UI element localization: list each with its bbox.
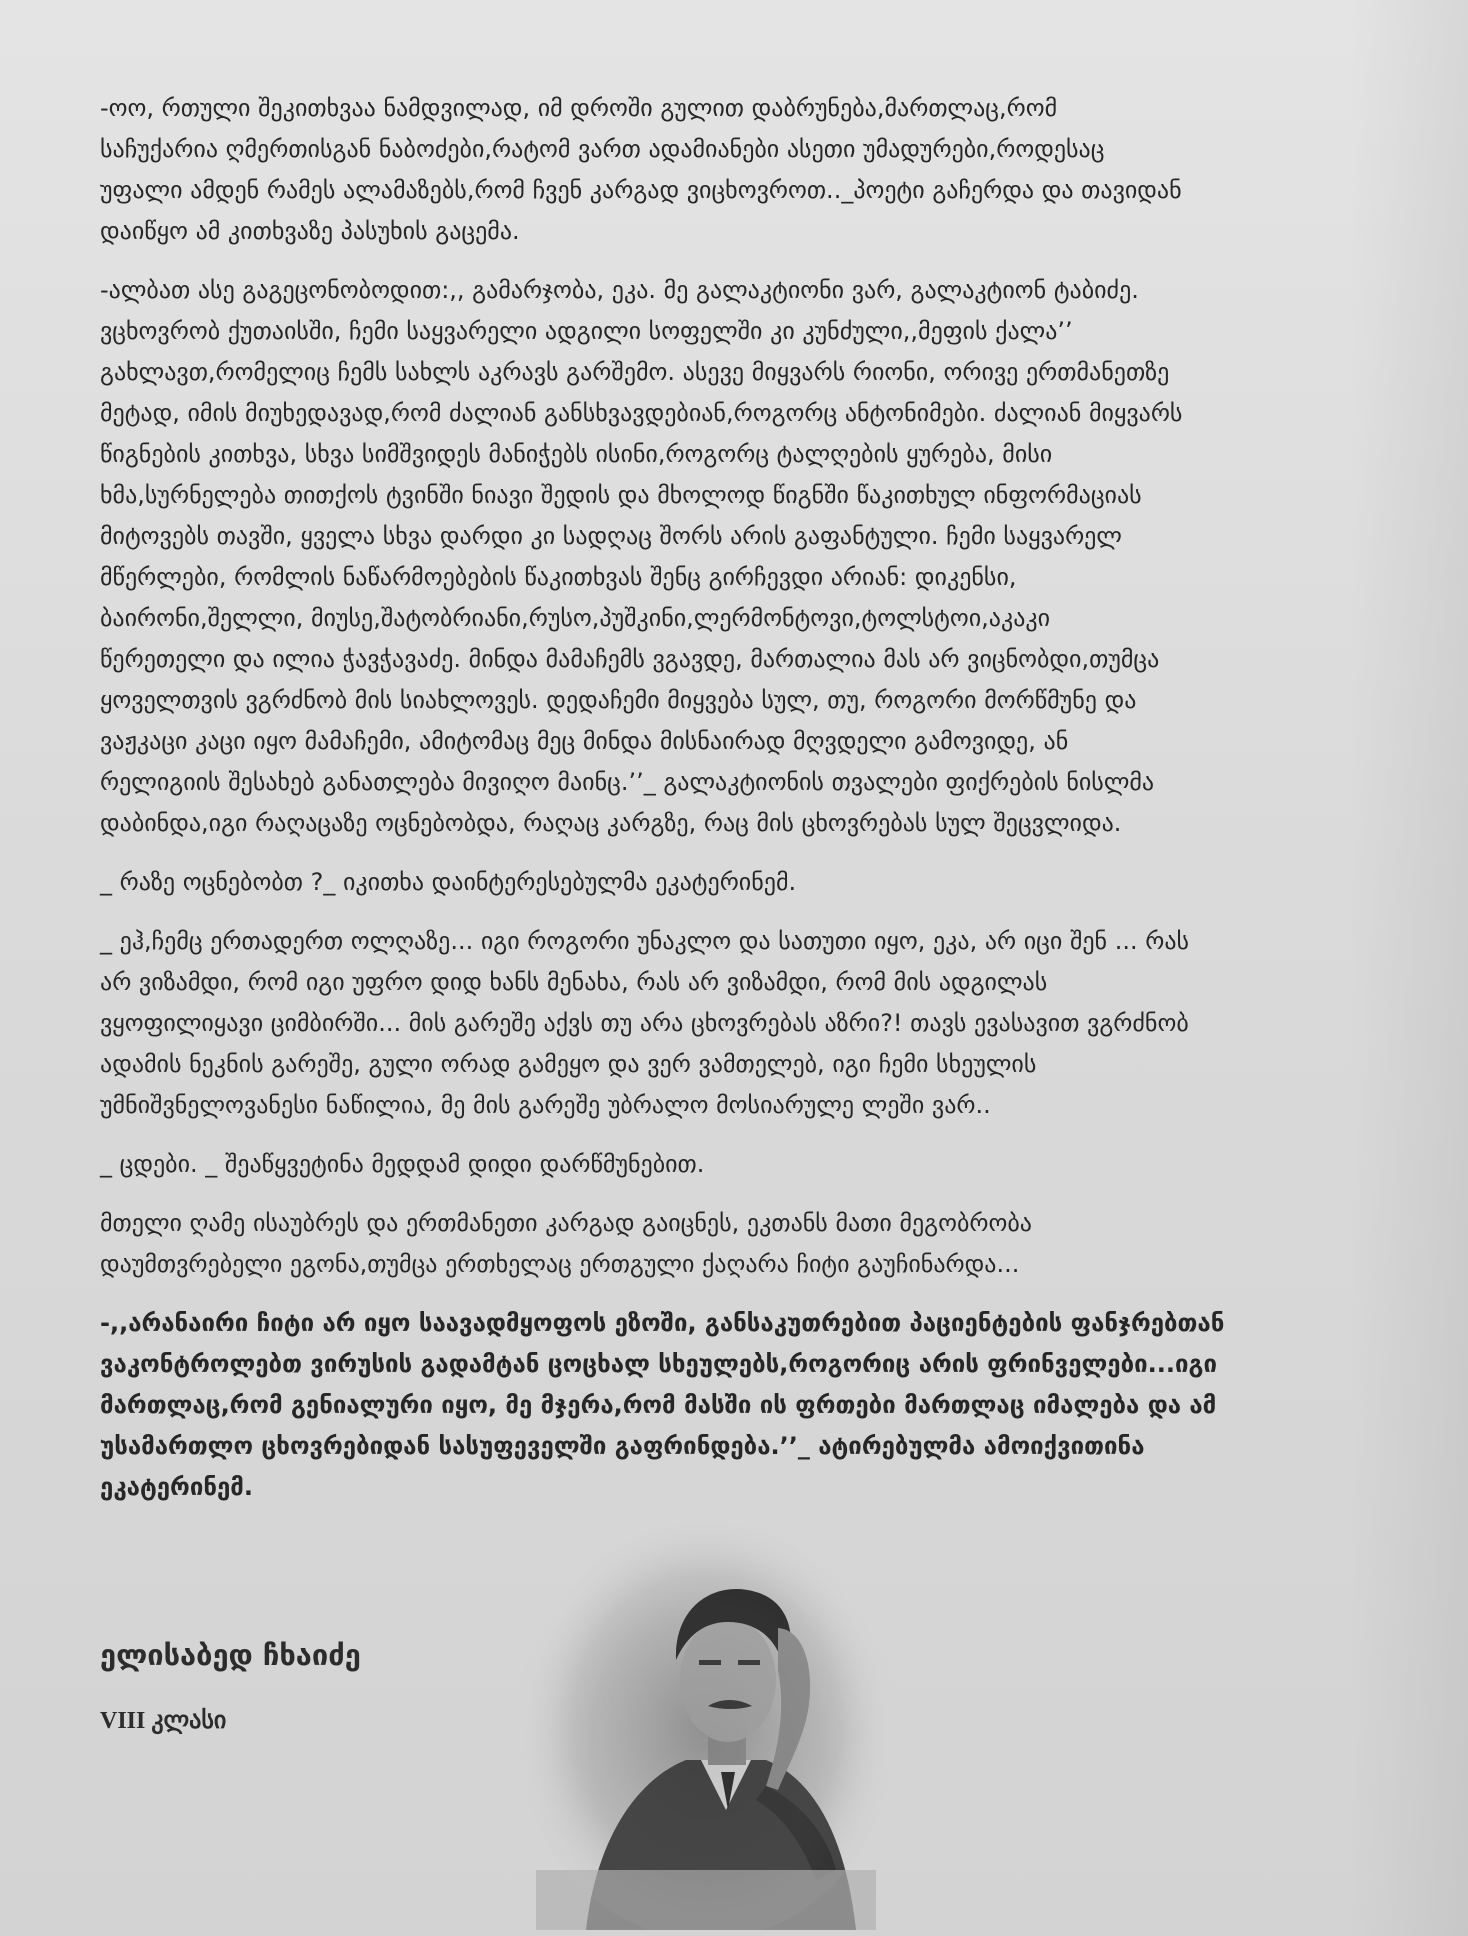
text-line: მართლაც,რომ გენიალური იყო, მე მჯერა,რომ მასში ის ფრთები მართლაც იმალება და ამ bbox=[100, 1391, 1217, 1419]
text-line: _ რაზე ოცნებობთ ?_ იკითხა დაინტერესებულმა ეკატერინემ. bbox=[100, 868, 797, 896]
text-line: საჩუქარია ღმერთისგან ნაბოძები,რატომ ვართ ადამიანები ასეთი უმადურები,როდესაც bbox=[100, 135, 1105, 163]
text-line: უფალი ამდენ რამეს ალამაზებს,რომ ჩვენ კარგად ვიცხოვროთ.._პოეტი გაჩერდა და თავიდან bbox=[100, 176, 1182, 204]
text-line: უმნიშვნელოვანესი ნაწილია, მე მის გარეშე უბრალო მოსიარულე ლეში ვარ.. bbox=[100, 1091, 991, 1119]
text-line: ვაჟკაცი კაცი იყო მამაჩემი, ამიტომაც მეც მინდა მისნაირად მღვდელი გამოვიდე, ან bbox=[100, 727, 1069, 755]
text-line: _ ცდები. _ შეაწყვეტინა მედდამ დიდი დარწმუნებით. bbox=[100, 1150, 705, 1178]
text-line: დაბინდა,იგი რაღაცაზე ოცნებობდა, რაღაც კარგზე, რაც მის ცხოვრებას სულ შეცვლიდა. bbox=[100, 809, 1122, 837]
text-line: ხმა,სურნელება თითქოს ტვინში ნიავი შედის და მხოლოდ წიგნში წაკითხულ ინფორმაციას bbox=[100, 481, 1142, 509]
paragraph bbox=[100, 88, 1300, 252]
paragraph bbox=[100, 270, 1300, 844]
text-line: ვაკონტროლებთ ვირუსის გადამტან ცოცხალ სხეულებს,როგორიც არის ფრინველები...იგი bbox=[100, 1350, 1217, 1378]
text-line: ვყოფილიყავი ციმბირში... მის გარეშე აქვს თუ არა ცხოვრებას აზრი?! თავს ევასავით ვგრძნობ bbox=[100, 1009, 1189, 1037]
text-line: ბაირონი,შელლი, მიუსე,შატობრიანი,რუსო,პუშკინი,ლერმონტოვი,ტოლსტოი,აკაკი bbox=[100, 604, 1051, 632]
text-line: არ ვიზამდი, რომ იგი უფრო დიდ ხანს მენახა, რას არ ვიზამდი, რომ მის ადგილას bbox=[100, 968, 1048, 996]
signature-block bbox=[100, 1638, 361, 1735]
text-line: გახლავთ,რომელიც ჩემს სახლს აკრავს გარშემო. ასევე მიყვარს რიონი, ორივე ერთმანეთზე bbox=[100, 358, 1170, 386]
paragraph bbox=[100, 1203, 1300, 1285]
author-name: ელისაბედ ჩხაიძე bbox=[100, 1638, 361, 1672]
text-line: მთელი ღამე ისაუბრეს და ერთმანეთი კარგად გაიცნეს, ეკთანს მათი მეგობრობა bbox=[100, 1209, 1032, 1237]
text-line: -,,არანაირი ჩიტი არ იყო საავადმყოფოს ეზოში, განსაკუთრებით პაციენტების ფანჯრებთან bbox=[100, 1309, 1225, 1337]
text-line: _ ეჰ,ჩემც ერთადერთ ოლღაზე... იგი როგორი უნაკლო და სათუთი იყო, ეკა, არ იცი შენ ... რას bbox=[100, 927, 1190, 955]
paragraph bbox=[100, 1303, 1300, 1508]
text-line: რელიგიის შესახებ განათლება მივიღო მაინც.’’_ გალაკტიონის თვალები ფიქრების ნისლმა bbox=[100, 768, 1155, 796]
text-line: მწერლები, რომლის ნაწარმოებების წაკითხვას შენც გირჩევდი არიან: დიკენსი, bbox=[100, 563, 1017, 591]
portrait-photo bbox=[516, 1510, 896, 1930]
text-line: ყოველთვის ვგრძნობ მის სიახლოვეს. დედაჩემი მიყვება სულ, თუ, როგორი მორწმუნე და bbox=[100, 686, 1137, 714]
text-line: -ოო, რთული შეკითხვაა ნამდვილად, იმ დროში გულით დაბრუნება,მართლაც,რომ bbox=[100, 94, 1058, 122]
text-line: წიგნების კითხვა, სხვა სიმშვიდეს მანიჭებს ისინი,როგორც ტალღების ყურება, მისი bbox=[100, 440, 1053, 468]
text-line: დაიწყო ამ კითხვაზე პასუხის გაცემა. bbox=[100, 217, 520, 245]
story-text bbox=[100, 88, 1300, 1526]
text-line: -ალბათ ასე გაგეცონობოდით:,, გამარჯობა, ეკა. მე გალაკტიონი ვარ, გალაკტიონ ტაბიძე. bbox=[100, 276, 1139, 304]
paragraph bbox=[100, 862, 1300, 903]
text-line: უსამართლო ცხოვრებიდან სასუფეველში გაფრინდება.’’_ ატირებულმა ამოიქვითინა bbox=[100, 1432, 1145, 1460]
page-shading bbox=[1348, 0, 1468, 1936]
paragraph bbox=[100, 1144, 1300, 1185]
text-line: ეკატერინემ. bbox=[100, 1473, 254, 1501]
paragraph bbox=[100, 921, 1300, 1126]
text-line: ვცხოვრობ ქუთაისში, ჩემი საყვარელი ადგილი სოფელში კი კუნძული,,მეფის ქალა’’ bbox=[100, 317, 1073, 345]
text-line: მიტოვებს თავში, ყველა სხვა დარდი კი სადღაც შორს არის გაფანტული. ჩემი საყვარელ bbox=[100, 522, 1122, 550]
text-line: დაუმთვრებელი ეგონა,თუმცა ერთხელაც ერთგული ქაღარა ჩიტი გაუჩინარდა... bbox=[100, 1250, 1020, 1278]
text-line: ადამის ნეკნის გარეშე, გული ორად გამეყო და ვერ ვამთელებ, იგი ჩემი სხეულის bbox=[100, 1050, 1037, 1078]
text-line: მეტად, იმის მიუხედავად,რომ ძალიან განსხვავდებიან,როგორც ანტონიმები. ძალიან მიყვარს bbox=[100, 399, 1183, 427]
text-line: წერეთელი და ილია ჭავჭავაძე. მინდა მამაჩემს ვგავდე, მართალია მას არ ვიცნობდი,თუმცა bbox=[100, 645, 1160, 673]
author-grade: VIII კლასი bbox=[100, 1708, 227, 1734]
portrait-photo-drawing bbox=[516, 1510, 896, 1930]
